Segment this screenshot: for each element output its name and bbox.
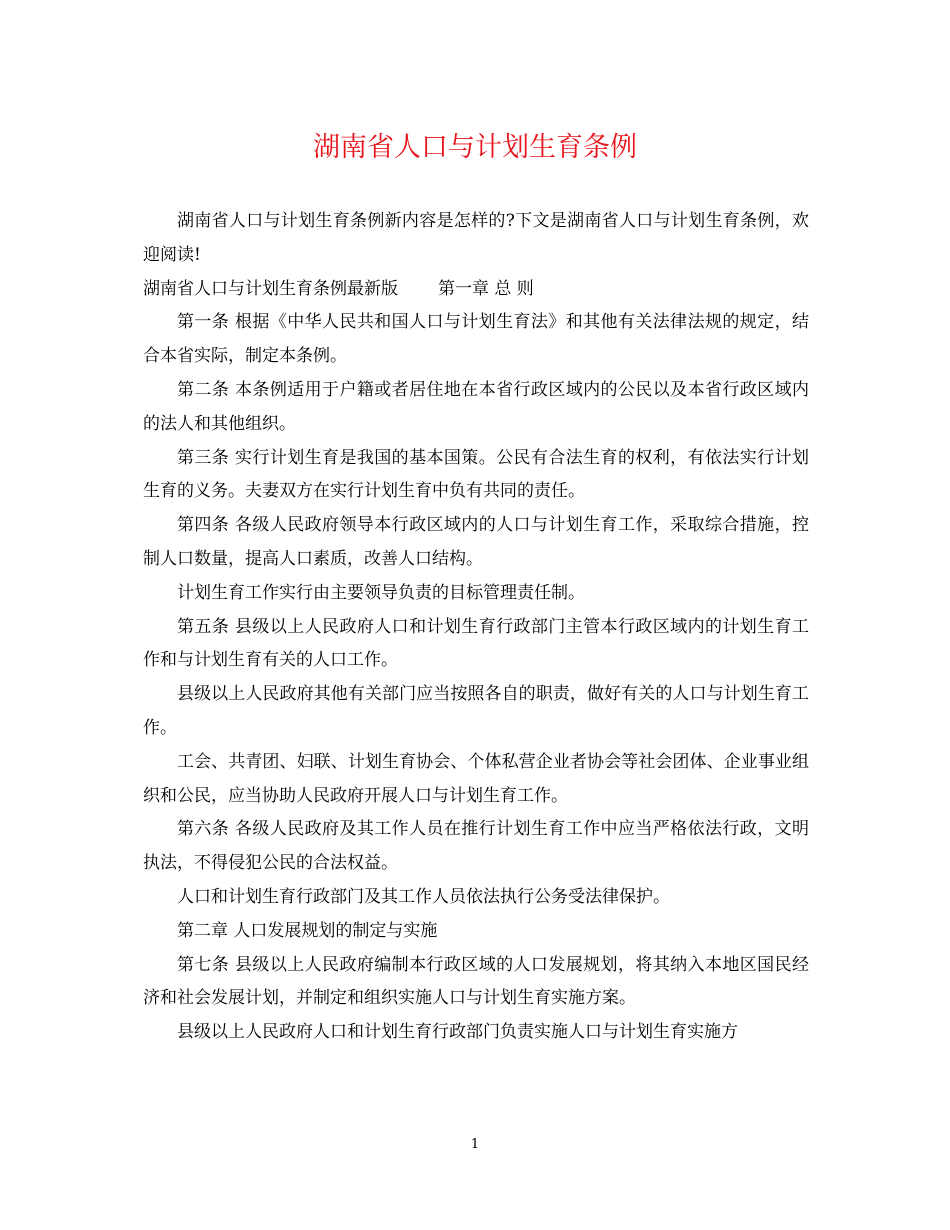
paragraph: 计划生育工作实行由主要领导负责的目标管理责任制。 (177, 582, 585, 603)
paragraph: 第一条 根据《中华人民共和国人口与计划生育法》和其他有关法律法规的规定，结合本省实际，制定本条例。 (143, 312, 809, 367)
paragraph: 第三条 实行计划生育是我国的基本国策。公民有合法生育的权利，有依法实行计划生育的义务。夫妻双方在实行计划生育中负有共同的责任。 (143, 447, 809, 502)
page-number: 1 (470, 1137, 480, 1152)
paragraph: 第六条 各级人民政府及其工作人员在推行计划生育工作中应当严格依法行政，文明执法，不得侵犯公民的合法权益。 (143, 819, 809, 874)
paragraph: 第五条 县级以上人民政府人口和计划生育行政部门主管本行政区域内的计划生育工作和与计划生育有关的人口工作。 (143, 616, 809, 671)
paragraph: 县级以上人民政府其他有关部门应当按照各自的职责，做好有关的人口与计划生育工作。 (143, 684, 809, 738)
chapter-two-heading: 第二章 人口发展规划的制定与实施 (177, 920, 438, 941)
subheading-left: 湖南省人口与计划生育条例最新版 (143, 278, 398, 299)
subheading-line (143, 273, 809, 307)
paragraph: 人口和计划生育行政部门及其工作人员依法执行公务受法律保护。 (177, 886, 670, 907)
paragraph: 第七条 县级以上人民政府编制本行政区域的人口发展规划，将其纳入本地区国民经济和社会发展计划，并制定和组织实施人口与计划生育实施方案。 (143, 954, 809, 1009)
chapter-heading: 第一章 总 则 (438, 278, 534, 299)
document-title: 湖南省人口与计划生育条例 (313, 132, 637, 163)
paragraph: 第四条 各级人民政府领导本行政区域内的人口与计划生育工作，采取综合措施，控制人口数量，提高人口素质，改善人口结构。 (143, 515, 809, 569)
intro-paragraph: 湖南省人口与计划生育条例新内容是怎样的?下文是湖南省人口与计划生育条例，欢迎阅读! (143, 211, 809, 265)
paragraph: 第二条 本条例适用于户籍或者居住地在本省行政区域内的公民以及本省行政区域内的法人和其他组织。 (143, 379, 809, 434)
paragraph: 县级以上人民政府人口和计划生育行政部门负责实施人口与计划生育实施方 (177, 1022, 738, 1043)
document-body (143, 205, 809, 1050)
paragraph: 工会、共青团、妇联、计划生育协会、个体私营企业者协会等社会团体、企业事业组织和公民，应当协助人民政府开展人口与计划生育工作。 (143, 751, 809, 806)
